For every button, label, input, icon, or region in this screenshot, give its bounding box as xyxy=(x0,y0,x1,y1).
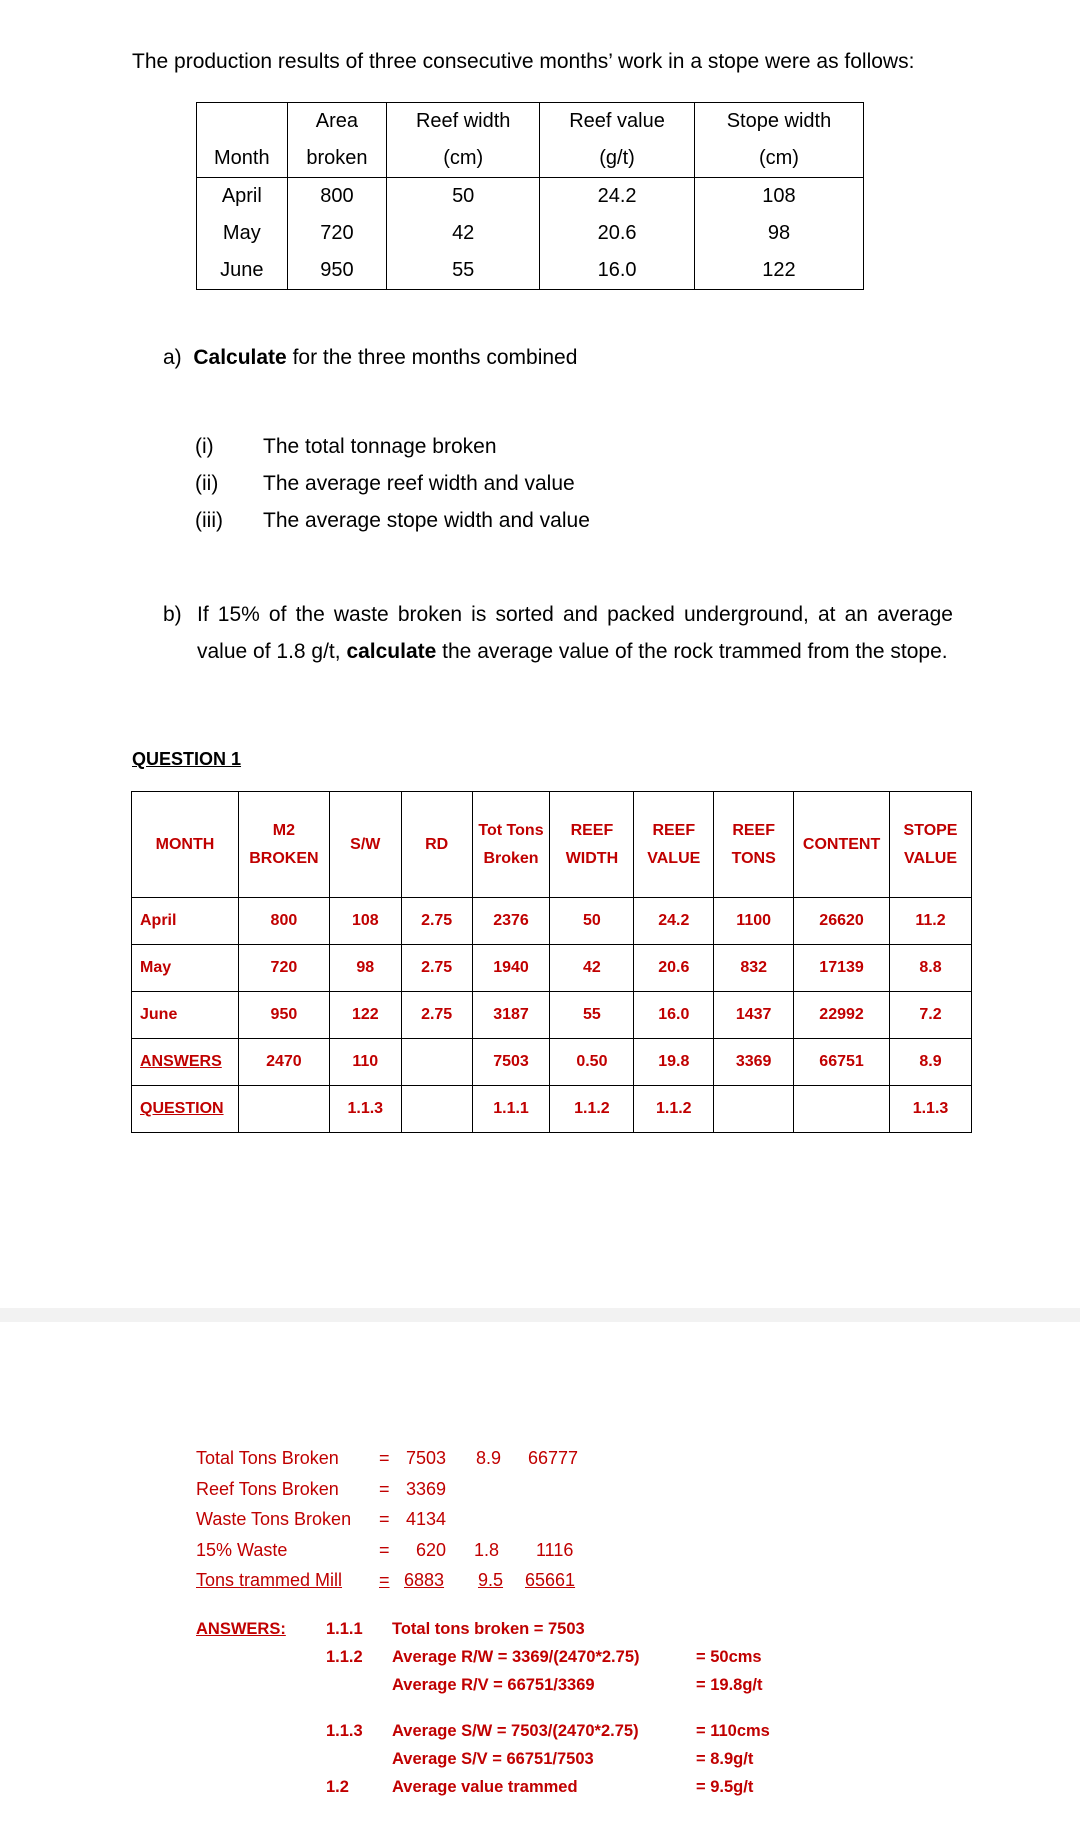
working-equals: = xyxy=(379,1478,390,1499)
answer-text: Average S/V = 66751/7503 xyxy=(392,1750,594,1768)
answer-cell: 110 xyxy=(329,1039,401,1086)
answer-cell: 8.9 xyxy=(890,1039,972,1086)
table-cell: 108 xyxy=(694,178,863,216)
answer-cell: 1.1.3 xyxy=(329,1086,401,1133)
answer-header-row xyxy=(132,792,972,898)
answers-block xyxy=(196,1620,896,1806)
answer-row xyxy=(132,1039,972,1086)
answer-cell: 1100 xyxy=(714,898,794,945)
answer-row xyxy=(132,992,972,1039)
table-cell: 950 xyxy=(287,252,387,290)
answer-result: = 110cms xyxy=(696,1722,770,1740)
table-row xyxy=(197,215,864,252)
sub-item-text: The total tonnage broken xyxy=(263,435,497,458)
part-a-bold: Calculate xyxy=(193,346,287,369)
answer-header-cell: Tot Tons Broken xyxy=(472,792,550,898)
answer-cell xyxy=(794,1086,890,1133)
answer-cell xyxy=(401,1086,472,1133)
table-cell: April xyxy=(197,178,288,216)
answer-cell: ANSWERS xyxy=(132,1039,239,1086)
answer-cell: 24.2 xyxy=(634,898,714,945)
answer-cell: 832 xyxy=(714,945,794,992)
working-label: Waste Tons Broken xyxy=(196,1509,352,1529)
working-grade: 9.5 xyxy=(478,1570,504,1590)
header-cell: Month xyxy=(197,140,288,178)
answer-cell: 20.6 xyxy=(634,945,714,992)
answer-result: = 8.9g/t xyxy=(696,1750,754,1768)
answer-cell: 950 xyxy=(238,992,329,1039)
answer-cell xyxy=(238,1086,329,1133)
answer-result: = 9.5g/t xyxy=(696,1778,754,1796)
answer-cell: 2470 xyxy=(238,1039,329,1086)
answer-cell: 66751 xyxy=(794,1039,890,1086)
part-a-prompt xyxy=(163,346,577,370)
answer-text: Total tons broken = 7503 xyxy=(392,1620,585,1638)
answer-cell: 7.2 xyxy=(890,992,972,1039)
working-value: 3369 xyxy=(406,1478,447,1499)
answer-cell: 800 xyxy=(238,898,329,945)
answer-header-cell: REEF TONS xyxy=(714,792,794,898)
answer-line xyxy=(196,1722,896,1750)
table-cell: 20.6 xyxy=(540,215,695,252)
answer-cell: 11.2 xyxy=(890,898,972,945)
answer-row xyxy=(132,945,972,992)
answer-cell: 98 xyxy=(329,945,401,992)
table-row xyxy=(197,252,864,290)
answer-cell: 108 xyxy=(329,898,401,945)
working-equals: = xyxy=(379,1570,390,1590)
answer-line xyxy=(196,1620,896,1648)
intro-text: The production results of three consecutive months’ work in a stope were as follows: xyxy=(132,50,915,73)
answer-number: 1.1.1 xyxy=(326,1620,363,1638)
answer-row xyxy=(132,898,972,945)
table-cell: 42 xyxy=(387,215,540,252)
working-content: 65661 xyxy=(525,1570,576,1590)
answer-cell: 2.75 xyxy=(401,945,472,992)
answer-cell: 7503 xyxy=(472,1039,550,1086)
answer-cell: 8.8 xyxy=(890,945,972,992)
answer-cell: 17139 xyxy=(794,945,890,992)
answer-header-cell: REEF VALUE xyxy=(634,792,714,898)
part-b-post: the average value of the rock trammed from the stope. xyxy=(436,640,948,663)
working-grade: 8.9 xyxy=(476,1448,502,1468)
working-label: Tons trammed Mill xyxy=(196,1570,343,1590)
sub-item-text: The average stope width and value xyxy=(263,509,590,532)
answer-cell: 3187 xyxy=(472,992,550,1039)
answer-cell: 22992 xyxy=(794,992,890,1039)
answer-table xyxy=(131,791,972,1133)
answer-header-cell: M2 BROKEN xyxy=(238,792,329,898)
sub-item-number: (iii) xyxy=(195,509,223,532)
table-cell: 122 xyxy=(694,252,863,290)
working-equals: = xyxy=(379,1539,390,1560)
answer-cell: 26620 xyxy=(794,898,890,945)
header-cell: Reef width xyxy=(387,103,540,141)
answer-cell: 1.1.3 xyxy=(890,1086,972,1133)
table-cell: 98 xyxy=(694,215,863,252)
part-a-rest: for the three months combined xyxy=(286,346,578,369)
table-row xyxy=(197,178,864,216)
answer-cell: 50 xyxy=(550,898,634,945)
answer-header-cell: CONTENT xyxy=(794,792,890,898)
part-b-pre: If 15% of the waste broken is sorted and packed underground, at an average value of 1.8 g/t, xyxy=(197,603,953,663)
answer-cell: 720 xyxy=(238,945,329,992)
answer-cell: 2.75 xyxy=(401,992,472,1039)
table-cell: May xyxy=(197,215,288,252)
answer-cell: April xyxy=(132,898,239,945)
answer-cell: QUESTION xyxy=(132,1086,239,1133)
answer-cell: 2.75 xyxy=(401,898,472,945)
working-value: 620 xyxy=(416,1539,447,1560)
answer-cell: 42 xyxy=(550,945,634,992)
part-b-prompt xyxy=(163,596,953,670)
answer-cell: 16.0 xyxy=(634,992,714,1039)
answer-cell: 1940 xyxy=(472,945,550,992)
table-cell: 24.2 xyxy=(540,178,695,216)
answer-result: = 19.8g/t xyxy=(696,1676,763,1694)
working-value: 4134 xyxy=(406,1509,447,1529)
table-cell: June xyxy=(197,252,288,290)
answer-result: = 50cms xyxy=(696,1648,762,1666)
working-label: 15% Waste xyxy=(196,1539,288,1560)
question-title: QUESTION 1 xyxy=(132,749,242,769)
working-content: 1116 xyxy=(536,1539,574,1560)
working-equals: = xyxy=(379,1509,390,1529)
answer-text: Average R/V = 66751/3369 xyxy=(392,1676,595,1694)
table-cell: 800 xyxy=(287,178,387,216)
answers-label: ANSWERS: xyxy=(196,1620,286,1638)
answer-cell: 3369 xyxy=(714,1039,794,1086)
header-cell: Reef value xyxy=(540,103,695,141)
working-value: 6883 xyxy=(404,1570,445,1590)
production-table xyxy=(196,102,864,290)
answer-line xyxy=(196,1648,896,1676)
answer-text: Average R/W = 3369/(2470*2.75) xyxy=(392,1648,640,1666)
answer-cell: May xyxy=(132,945,239,992)
answer-line xyxy=(196,1778,896,1806)
answer-cell xyxy=(401,1039,472,1086)
working-label: Total Tons Broken xyxy=(196,1448,339,1468)
answer-cell xyxy=(714,1086,794,1133)
answer-header-cell: MONTH xyxy=(132,792,239,898)
sub-item-number: (ii) xyxy=(195,472,219,495)
answer-header-cell: RD xyxy=(401,792,472,898)
table-cell: 16.0 xyxy=(540,252,695,290)
header-cell: (cm) xyxy=(694,140,863,178)
answer-line xyxy=(196,1750,896,1778)
answer-line xyxy=(196,1676,896,1704)
part-a-label: a) xyxy=(163,346,182,369)
part-b-label: b) xyxy=(163,603,182,626)
answer-cell: 1437 xyxy=(714,992,794,1039)
answer-header-cell: S/W xyxy=(329,792,401,898)
answer-header-cell: REEF WIDTH xyxy=(550,792,634,898)
sub-item-text: The average reef width and value xyxy=(263,472,575,495)
answer-cell: 1.1.2 xyxy=(550,1086,634,1133)
answer-cell: 0.50 xyxy=(550,1039,634,1086)
header-cell: Stope width xyxy=(694,103,863,141)
answer-cell: June xyxy=(132,992,239,1039)
answer-row xyxy=(132,1086,972,1133)
answer-cell: 19.8 xyxy=(634,1039,714,1086)
table-header-row xyxy=(197,140,864,178)
header-cell: Area xyxy=(287,103,387,141)
answer-cell: 55 xyxy=(550,992,634,1039)
header-cell xyxy=(197,103,288,141)
answer-text: Average S/W = 7503/(2470*2.75) xyxy=(392,1722,639,1740)
table-cell: 55 xyxy=(387,252,540,290)
header-cell: broken xyxy=(287,140,387,178)
answer-number: 1.2 xyxy=(326,1778,349,1796)
answer-cell: 2376 xyxy=(472,898,550,945)
answer-header-cell: STOPE VALUE xyxy=(890,792,972,898)
answer-number: 1.1.2 xyxy=(326,1648,363,1666)
answer-number: 1.1.3 xyxy=(326,1722,363,1740)
part-b-bold: calculate xyxy=(346,640,437,663)
header-cell: (g/t) xyxy=(540,140,695,178)
answer-text: Average value trammed xyxy=(392,1778,578,1796)
working-value: 7503 xyxy=(406,1448,447,1468)
answer-cell: 1.1.1 xyxy=(472,1086,550,1133)
table-cell: 720 xyxy=(287,215,387,252)
sub-item-number: (i) xyxy=(195,435,214,458)
answer-cell: 122 xyxy=(329,992,401,1039)
working-content: 66777 xyxy=(528,1448,579,1468)
answer-cell: 1.1.2 xyxy=(634,1086,714,1133)
working-grade: 1.8 xyxy=(474,1539,500,1560)
table-cell: 50 xyxy=(387,178,540,216)
table-header-row xyxy=(197,103,864,141)
working-equals: = xyxy=(379,1448,390,1468)
working-label: Reef Tons Broken xyxy=(196,1478,339,1499)
header-cell: (cm) xyxy=(387,140,540,178)
